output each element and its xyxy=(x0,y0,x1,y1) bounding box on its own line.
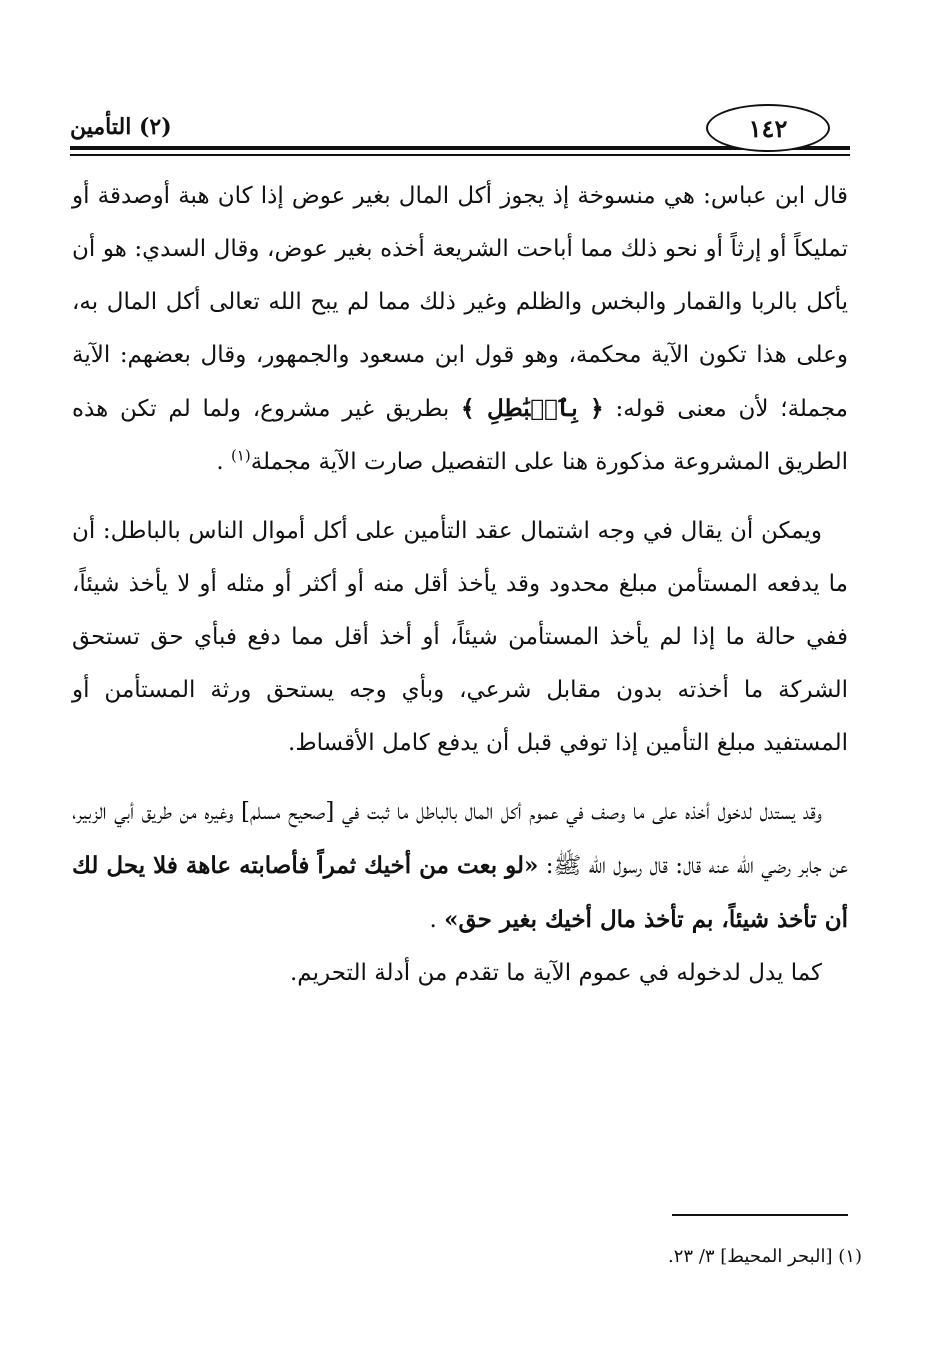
main-text xyxy=(72,170,848,1000)
hadith-quote: «لو بعت من أخيك ثمراً فأصابته عاهة فلا يحل لك أن تأخذ شيئاً، بم تأخذ مال أخيك بغير حق» xyxy=(72,852,848,933)
running-title: (٢) التأمين xyxy=(70,114,172,140)
paragraph-3 xyxy=(72,786,848,947)
header-rule-thin xyxy=(70,154,850,156)
paragraph-2: ويمكن أن يقال في وجه اشتمال عقد التأمين على أكل أموال الناس بالباطل: أن ما يدفعه المستأمن مبلغ محدود وقد يأخذ أقل منه أو أكثر أو مثله أو لا يأخذ شيئاً، ففي حالة ما إذا لم يأخذ المستأمن شيئاً، أو أخذ أقل مما دفع فبأي حق تستحق الشركة ما أخذته بدون مقابل شرعي، وبأي وجه يستحق ورثة المستأمن أو المستفيد مبلغ التأمين إذا توفي قبل أن يدفع كامل الأقساط. xyxy=(72,518,848,756)
quran-phrase: ﴿ بِٱلۡبَٰطِلِ ﴾ xyxy=(461,395,604,422)
paragraph-4: كما يدل لدخوله في عموم الآية ما تقدم من أدلة التحريم. xyxy=(290,960,822,986)
page-header xyxy=(70,98,850,168)
paragraph-3-text: وقد يستدل لدخول أخذه على ما وصف في عموم أكل المال بالباطل ما ثبت في [صحيح مسلم] وغيره من طريق أبي الزبير، عن جابر رضي الله عنه قال: قال رسول الله ﷺ: xyxy=(72,799,848,879)
page-number: ١٤٢ xyxy=(748,113,788,143)
footnote-separator xyxy=(672,1214,848,1216)
paragraph-3-end: . xyxy=(429,907,437,933)
footnote: (١) [البحر المحيط] ٣/ ٢٣. xyxy=(668,1246,862,1267)
page-number-oval xyxy=(706,104,830,152)
footnote-reference[interactable]: (١) xyxy=(230,446,251,465)
paragraph-1-end: . xyxy=(216,449,224,475)
paragraph-1 xyxy=(72,170,848,489)
paragraph-1-text-a: قال ابن عباس: هي منسوخة إذ يجوز أكل المال بغير عوض إذا كان هبة أوصدقة أو تمليكاً أو إرثاً أو نحو ذلك مما أباحت الشريعة أخذه بغير عوض، وقال السدي: هو أن يأكل بالربا والقمار والبخس والظلم وغير ذلك مما لم يبح الله تعالى أكل المال به، وعلى هذا تكون الآية محكمة، وهو قول ابن مسعود والجمهور، وقال بعضهم: الآية مجملة؛ لأن معنى قوله: xyxy=(72,183,849,422)
paragraph-1-text-b: بطريق غير مشروع، ولما لم تكن هذه الطريق المشروعة مذكورة هنا على التفصيل صارت الآية مجملة xyxy=(72,396,848,475)
